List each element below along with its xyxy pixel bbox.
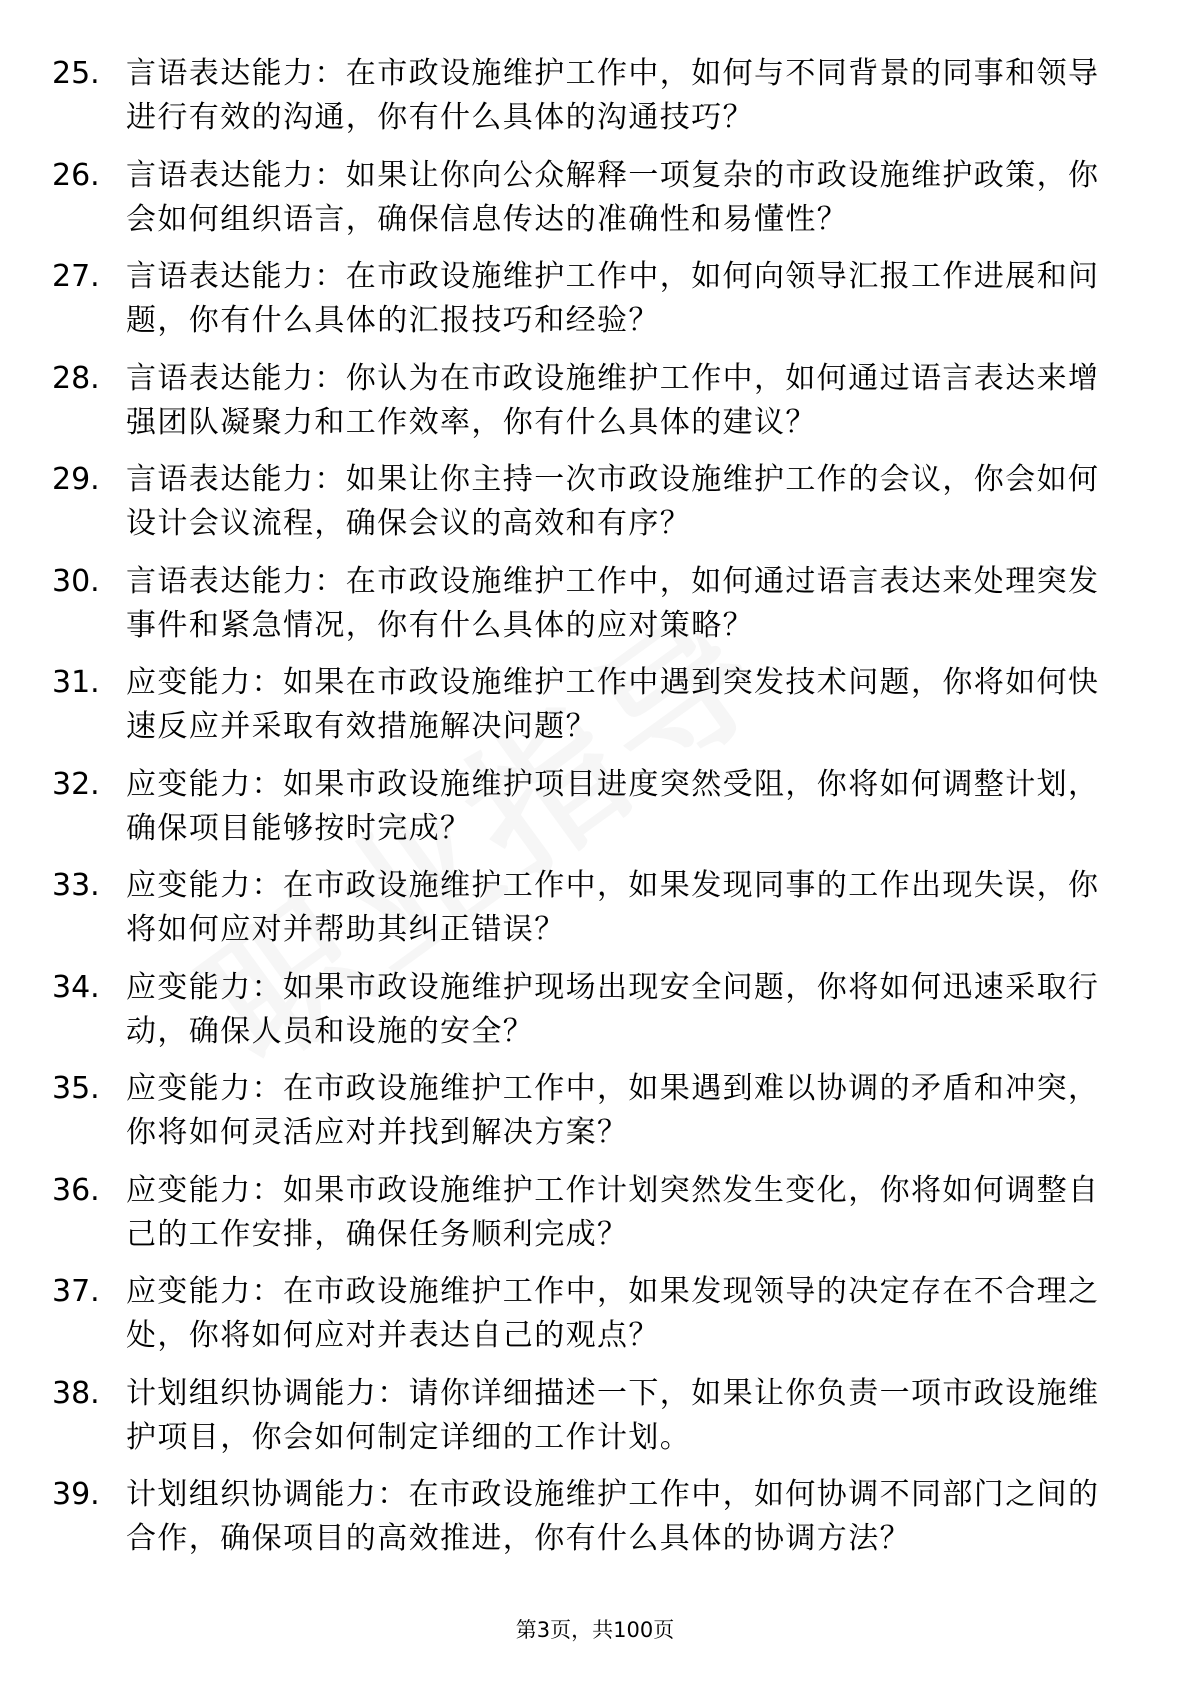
question-item: [0, 1372, 1190, 1474]
question-text: 应变能力：如果在市政设施维护工作中遇到突发技术问题，你将如何快速反应并采取有效措施解决问题？: [126, 665, 1100, 744]
question-text: 计划组织协调能力：在市政设施维护工作中，如何协调不同部门之间的合作，确保项目的高效推进，你有什么具体的协调方法？: [126, 1477, 1100, 1556]
question-text: 言语表达能力：在市政设施维护工作中，如何与不同背景的同事和领导进行有效的沟通，你有什么具体的沟通技巧？: [126, 56, 1100, 135]
question-number: 37.: [52, 1274, 100, 1309]
question-item: [0, 1473, 1190, 1575]
question-item: [0, 763, 1190, 865]
question-number: 25.: [52, 56, 100, 91]
question-text: 应变能力：在市政设施维护工作中，如果发现同事的工作出现失误，你将如何应对并帮助其纠正错误？: [126, 868, 1100, 947]
question-number: 30.: [52, 563, 100, 599]
question-number: 32.: [52, 766, 100, 802]
question-number: 27.: [52, 259, 100, 294]
question-number: 39.: [52, 1477, 100, 1512]
question-number: 34.: [52, 969, 100, 1005]
question-item: [0, 966, 1190, 1068]
question-number: 29.: [52, 462, 100, 497]
question-text: 言语表达能力：在市政设施维护工作中，如何向领导汇报工作进展和问题，你有什么具体的汇报技巧和经验？: [126, 259, 1100, 338]
question-item: [0, 1169, 1190, 1271]
page-indicator: 第3页，共100页: [515, 1618, 675, 1642]
question-list: [0, 52, 1190, 1575]
question-item: [0, 1067, 1190, 1169]
question-text: 计划组织协调能力：请你详细描述一下，如果让你负责一项市政设施维护项目，你会如何制定详细的工作计划。: [126, 1375, 1100, 1455]
question-number: 36.: [52, 1172, 100, 1208]
question-item: [0, 560, 1190, 662]
question-item: [0, 52, 1190, 154]
question-item: [0, 357, 1190, 459]
question-text: 应变能力：如果市政设施维护工作计划突然发生变化，你将如何调整自己的工作安排，确保任务顺利完成？: [126, 1172, 1100, 1252]
question-text: 应变能力：如果市政设施维护项目进度突然受阻，你将如何调整计划，确保项目能够按时完成？: [126, 766, 1100, 846]
question-text: 言语表达能力：如果让你主持一次市政设施维护工作的会议，你会如何设计会议流程，确保会议的高效和有序？: [126, 462, 1100, 541]
question-number: 33.: [52, 868, 100, 903]
question-number: 26.: [52, 157, 100, 193]
question-number: 28.: [52, 360, 100, 396]
question-item: [0, 661, 1190, 763]
question-item: [0, 864, 1190, 966]
question-item: [0, 255, 1190, 357]
question-text: 言语表达能力：如果让你向公众解释一项复杂的市政设施维护政策，你会如何组织语言，确保信息传达的准确性和易懂性？: [126, 157, 1100, 237]
question-item: [0, 154, 1190, 256]
question-number: 35.: [52, 1071, 100, 1106]
question-item: [0, 458, 1190, 560]
question-number: 31.: [52, 665, 100, 700]
question-text: 言语表达能力：你认为在市政设施维护工作中，如何通过语言表达来增强团队凝聚力和工作效率，你有什么具体的建议？: [126, 360, 1100, 440]
question-text: 应变能力：在市政设施维护工作中，如果遇到难以协调的矛盾和冲突，你将如何灵活应对并找到解决方案？: [126, 1071, 1100, 1150]
question-text: 应变能力：在市政设施维护工作中，如果发现领导的决定存在不合理之处，你将如何应对并表达自己的观点？: [126, 1274, 1100, 1353]
question-item: [0, 1270, 1190, 1372]
question-text: 应变能力：如果市政设施维护现场出现安全问题，你将如何迅速采取行动，确保人员和设施的安全？: [126, 969, 1100, 1049]
question-number: 38.: [52, 1375, 100, 1411]
question-text: 言语表达能力：在市政设施维护工作中，如何通过语言表达来处理突发事件和紧急情况，你有什么具体的应对策略？: [126, 563, 1100, 643]
